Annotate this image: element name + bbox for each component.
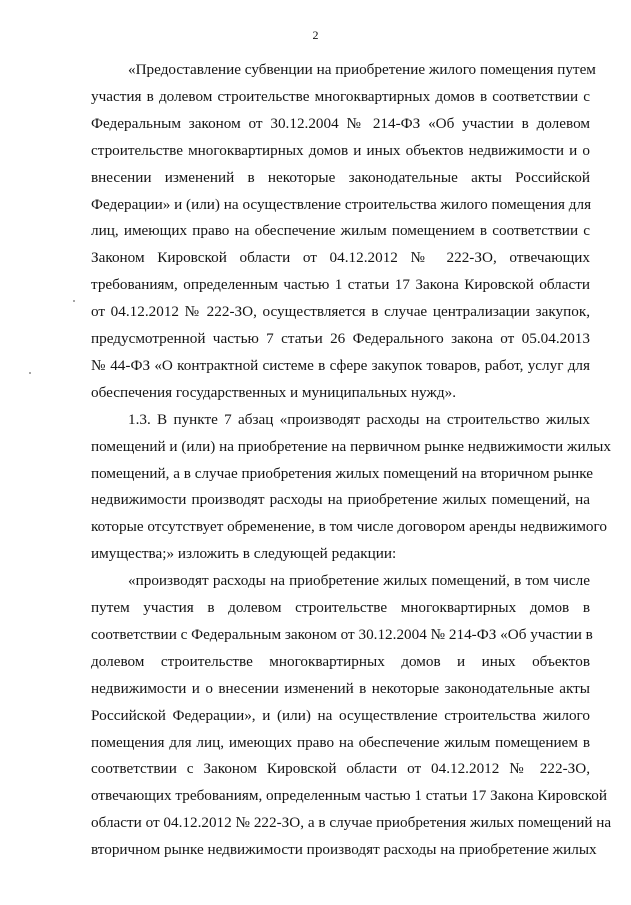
text-line: области от 04.12.2012 № 222-ЗО, а в случае приобретения жилых помещений на: [91, 814, 612, 832]
text-line: Федерации» и (или) на осуществление строительства жилого помещения для: [91, 195, 592, 213]
text-line: вторичном рынке недвижимости производят расходы на приобретение жилых: [91, 841, 597, 859]
text-line: «Предоставление субвенции на приобретение жилого помещения путем: [128, 61, 596, 78]
text-line: 1.3. В пункте 7 абзац «производят расходы на строительство жилых: [128, 410, 590, 428]
page-number: 2: [312, 28, 319, 42]
text-line: Российской Федерации», и (или) на осуществление строительства жилого: [91, 706, 590, 724]
scan-speck: [73, 300, 75, 302]
text-line: помещения для лиц, имеющих право на обеспечение жилым помещением в: [91, 733, 590, 751]
text-line: «производят расходы на приобретение жилых помещений, в том числе: [128, 572, 590, 590]
text-line: участия в долевом строительстве многоквартирных домов в соответствии с: [91, 87, 590, 105]
text-line: предусмотренной частью 7 статьи 26 Федерального закона от 05.04.2013: [91, 330, 590, 347]
text-line: недвижимости производят расходы на приобретение жилых помещений, на: [91, 491, 590, 509]
scan-speck: [29, 372, 31, 374]
text-line: недвижимости и о внесении изменений в некоторые законодательные акты: [91, 679, 590, 697]
text-line: внесении изменений в некоторые законодательные акты Российской: [91, 168, 590, 186]
text-line: имущества;» изложить в следующей редакции:: [91, 545, 397, 563]
text-line: Законом Кировской области от 04.12.2012 № 222-ЗО, отвечающих: [91, 249, 590, 267]
text-line: лиц, имеющих право на обеспечение жилым помещением в соответствии с: [91, 222, 590, 240]
text-line: обеспечения государственных и муниципальных нужд».: [91, 383, 457, 401]
text-line: соответствии с Законом Кировской области от 04.12.2012 № 222-ЗО,: [91, 760, 590, 778]
text-line: требованиям, определенным частью 1 статьи 17 Закона Кировской области: [91, 276, 590, 294]
text-line: от 04.12.2012 № 222-ЗО, осуществляется в случае централизации закупок,: [91, 303, 590, 321]
text-line: строительстве многоквартирных домов и иных объектов недвижимости и о: [91, 141, 590, 159]
text-line: которые отсутствует обременение, в том числе договором аренды недвижимого: [91, 518, 607, 536]
text-line: помещений и (или) на приобретение на первичном рынке недвижимости жилых: [91, 437, 611, 455]
text-line: № 44-ФЗ «О контрактной системе в сфере закупок товаров, работ, услуг для: [91, 356, 590, 374]
text-line: соответствии с Федеральным законом от 30.12.2004 № 214-ФЗ «Об участии в: [91, 625, 593, 643]
text-line: помещений, а в случае приобретения жилых помещений на вторичном рынке: [91, 464, 594, 482]
text-line: Федеральным законом от 30.12.2004 № 214-ФЗ «Об участии в долевом: [91, 114, 590, 132]
text-line: долевом строительстве многоквартирных домов и иных объектов: [91, 652, 590, 670]
text-line: путем участия в долевом строительстве многоквартирных домов в: [91, 599, 590, 616]
text-line: отвечающих требованиям, определенным частью 1 статьи 17 Закона Кировской: [91, 787, 607, 805]
